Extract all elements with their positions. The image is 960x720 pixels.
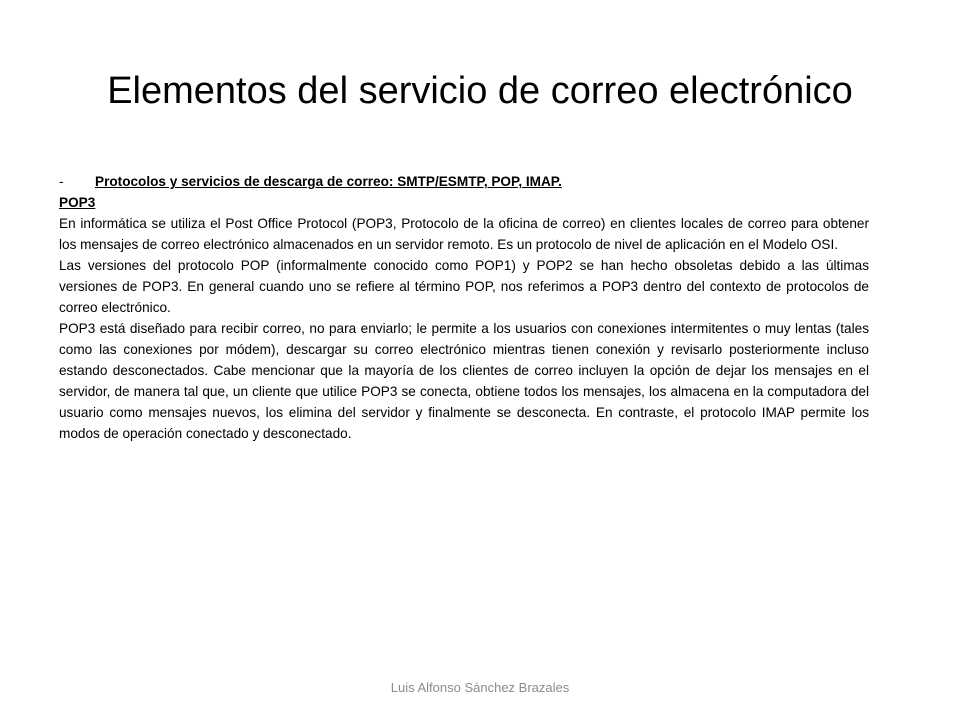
bullet-item [59,171,869,192]
slide-content [59,171,869,444]
bullet-marker: - [59,174,64,189]
bullet-heading: Protocolos y servicios de descarga de correo: SMTP/ESMTP, POP, IMAP. [95,174,562,189]
section-subheading: POP3 [59,195,96,210]
slide-title: Elementos del servicio de correo electrónico [107,70,853,112]
slide-footer: Luis Alfonso Sánchez Brazales [390,680,570,695]
paragraph-versions: Las versiones del protocolo POP (informalmente conocido como POP1) y POP2 se han hecho obsoletas debido a las últimas versiones de POP3. En general cuando uno se refiere al término POP, nos referimos a POP3 dentro del contexto de protocolos de correo electrónico. [59,258,869,315]
paragraph-definition: En informática se utiliza el Post Office Protocol (POP3, Protocolo de la oficina de correo) en clientes locales de correo para obtener los mensajes de correo electrónico almacenados en un servidor remoto. Es un protocolo de nivel de aplicación en el Modelo OSI. [59,216,869,252]
paragraph-usage: POP3 está diseñado para recibir correo, no para enviarlo; le permite a los usuarios con conexiones intermitentes o muy lentas (tales como las conexiones por módem), descargar su correo electrónico mientras tienen conexión y revisarlo posteriormente incluso estando desconectados. Cabe mencionar que la mayoría de los clientes de correo incluyen la opción de dejar los mensajes en el servidor, de manera tal que, un cliente que utilice POP3 se conecta, obtiene todos los mensajes, los almacena en la computadora del usuario como mensajes nuevos, los elimina del servidor y finalmente se desconecta. En contraste, el protocolo IMAP permite los modos de operación conectado y desconectado. [59,321,869,441]
